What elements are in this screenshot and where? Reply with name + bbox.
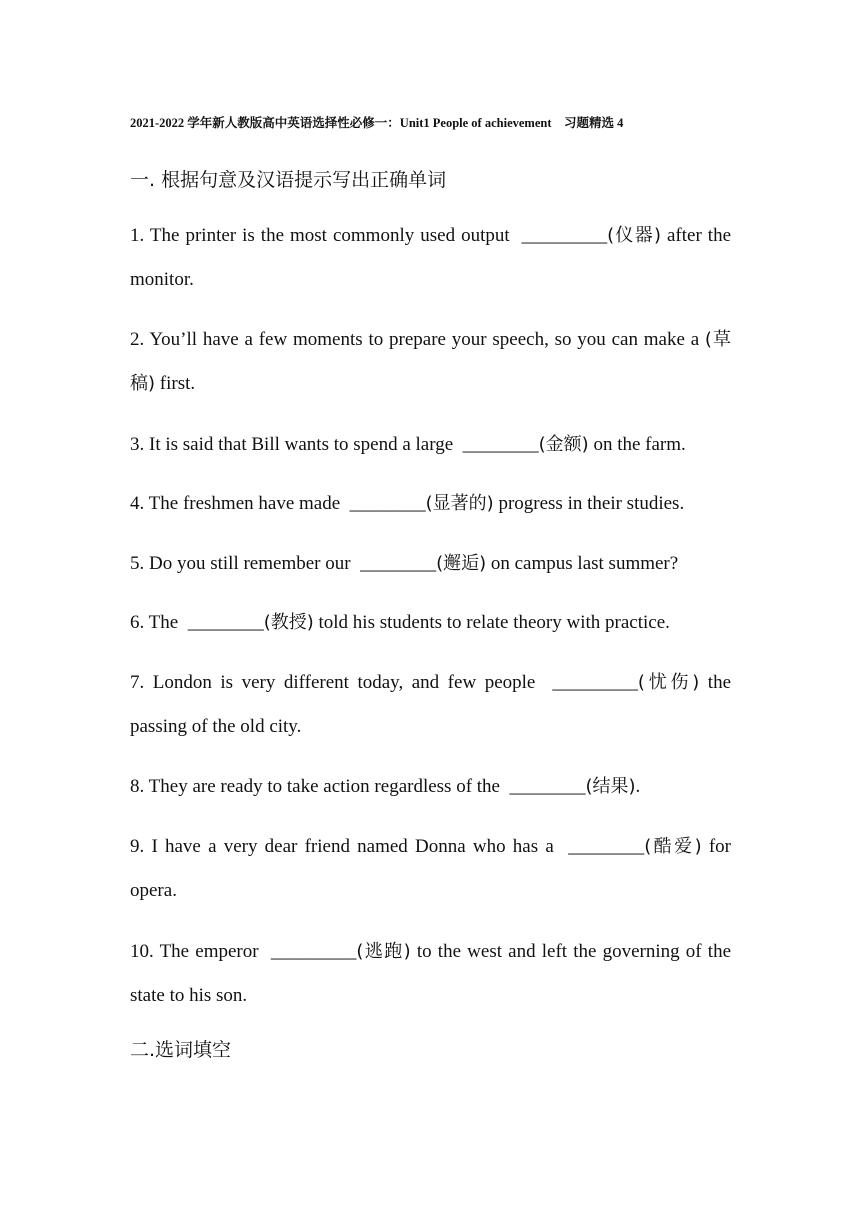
question-2 <box>130 318 731 406</box>
question-text: 3. It is said that Bill wants to spend a large ________ <box>130 434 539 455</box>
question-text: 4. The freshmen have made ________ <box>130 493 426 514</box>
section-title-1: 一. 根据句意及汉语提示写出正确单词 <box>130 169 447 191</box>
question-7 <box>130 661 731 749</box>
chinese-hint: (逃跑) <box>356 941 411 962</box>
question-text-end: on campus last summer? <box>486 553 679 574</box>
question-text-end: progress in their studies. <box>493 493 685 514</box>
question-10 <box>130 930 731 1018</box>
question-6 <box>130 601 731 645</box>
question-text-end: told his students to relate theory with practice. <box>313 612 670 633</box>
question-4 <box>130 482 731 526</box>
question-text-end: after the monitor. <box>130 225 732 290</box>
section-title-2: 二.选词填空 <box>130 1039 232 1061</box>
question-text-end: to the west and left the governing of the state to his son. <box>130 941 732 1006</box>
chinese-hint: (邂逅) <box>436 553 487 574</box>
chinese-hint: (结果) <box>585 776 636 797</box>
question-text: 8. They are ready to take action regardless of the ________ <box>130 776 586 797</box>
question-3 <box>130 423 731 467</box>
chinese-hint: (金额) <box>538 434 589 455</box>
question-5 <box>130 542 731 586</box>
question-text: 1. The printer is the most commonly used output _________ <box>130 225 608 246</box>
question-text-end: first. <box>155 373 196 394</box>
question-8 <box>130 765 731 809</box>
question-9 <box>130 825 731 913</box>
question-text: 9. I have a very dear friend named Donna who has a ________ <box>130 836 645 857</box>
question-text-end: . <box>635 776 641 797</box>
question-text: 6. The ________ <box>130 612 264 633</box>
question-1 <box>130 214 731 302</box>
question-text-end: for opera. <box>130 836 732 901</box>
chinese-hint: (草稿) <box>130 329 731 394</box>
chinese-hint: (教授) <box>263 612 314 633</box>
chinese-hint: (忧伤) <box>637 672 700 693</box>
chinese-hint: (仪器) <box>607 225 661 246</box>
chinese-hint: (显著的) <box>425 493 494 514</box>
question-text-end: the passing of the old city. <box>130 672 732 737</box>
document-header: 2021-2022 学年新人教版高中英语选择性必修一：Unit1 People of achievement 习题精选 4 <box>130 116 624 130</box>
question-text: 5. Do you still remember our ________ <box>130 553 437 574</box>
chinese-hint: (酷爱) <box>644 836 702 857</box>
question-text: 2. You’ll have a few moments to prepare your speech, so you can make a <box>130 329 700 350</box>
question-text: 7. London is very different today, and few people _________ <box>130 672 638 693</box>
question-text-end: on the farm. <box>588 434 686 455</box>
question-text: 10. The emperor _________ <box>130 941 357 962</box>
